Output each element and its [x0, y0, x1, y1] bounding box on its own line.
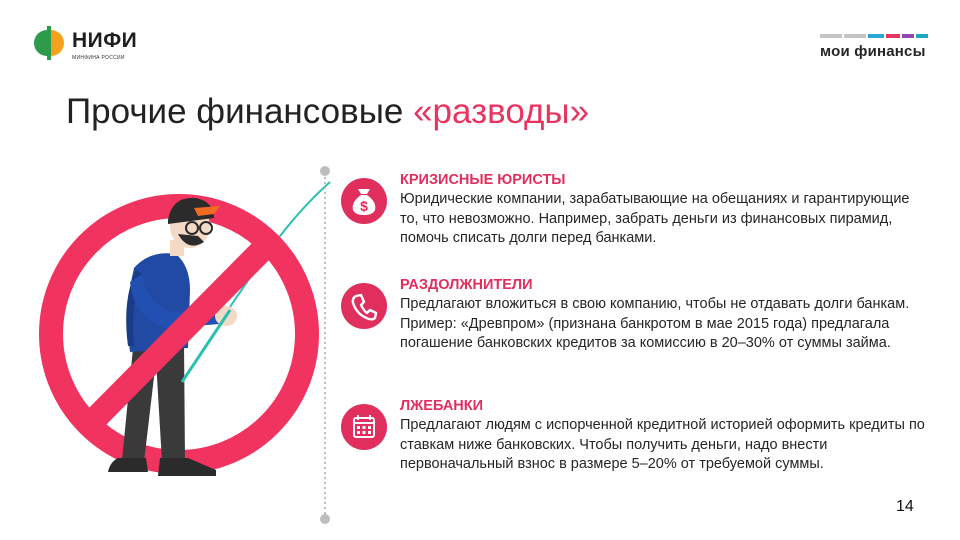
prohibited-scammer-illustration [38, 170, 348, 500]
color-bar [886, 34, 900, 38]
item-title: КРИЗИСНЫЕ ЮРИСТЫ [400, 172, 566, 188]
color-bar [844, 34, 866, 38]
color-bar [916, 34, 928, 38]
nifi-logo-subtitle: МИНФИНА РОССИИ [72, 55, 125, 61]
color-bar [820, 34, 842, 38]
page-number: 14 [896, 498, 914, 515]
timeline-dot-top [320, 166, 330, 176]
slide-title-main: Прочие финансовые [66, 92, 414, 131]
moi-finansy-logo [818, 34, 928, 62]
item-icon-circle [341, 283, 387, 329]
left-shoe [108, 458, 148, 472]
slide-title [66, 92, 589, 132]
item-title: РАЗДОЛЖНИТЕЛИ [400, 277, 533, 293]
svg-text:$: $ [360, 198, 368, 214]
item-text: Предлагают вложиться в свою компанию, чтобы не отдавать долги банкам. Пример: «Древпром» (признана банкротом в мае 2015 года) предлагала погашение банковских кредитов за комиссию в 20–30% от суммы займа. [400, 296, 910, 351]
item-text: Предлагают людям с испорченной кредитной историей оформить кредиты по ставкам ниже банковских. Чтобы получить деньги, надо внести первоначальный взнос в размере 5–20% от требуемой суммы. [400, 417, 925, 472]
phone-icon [341, 283, 387, 329]
nifi-logo [30, 22, 150, 72]
item-text: Юридические компании, зарабатывающие на обещаниях и гарантирующие то, что невозможно. Например, забрать деньги из финансовых пирамид, помочь списать долги перед банками. [400, 191, 910, 246]
moi-finansy-color-bars [820, 34, 928, 38]
slide-title-accent: «разводы» [413, 92, 590, 131]
item-icon-circle [341, 404, 387, 450]
color-bar [868, 34, 884, 38]
color-bar [902, 34, 914, 38]
item-icon-circle [341, 178, 387, 224]
item-title: ЛЖЕБАНКИ [400, 398, 484, 414]
money-bag-dollar-icon [341, 178, 387, 224]
moi-finansy-logo-name: мои финансы [820, 43, 926, 60]
timeline-dot-bottom [320, 514, 330, 524]
timeline-separator [318, 164, 332, 526]
calendar-icon [341, 404, 387, 450]
nifi-logo-icon [34, 26, 64, 60]
nifi-logo-name: НИФИ [72, 29, 138, 52]
